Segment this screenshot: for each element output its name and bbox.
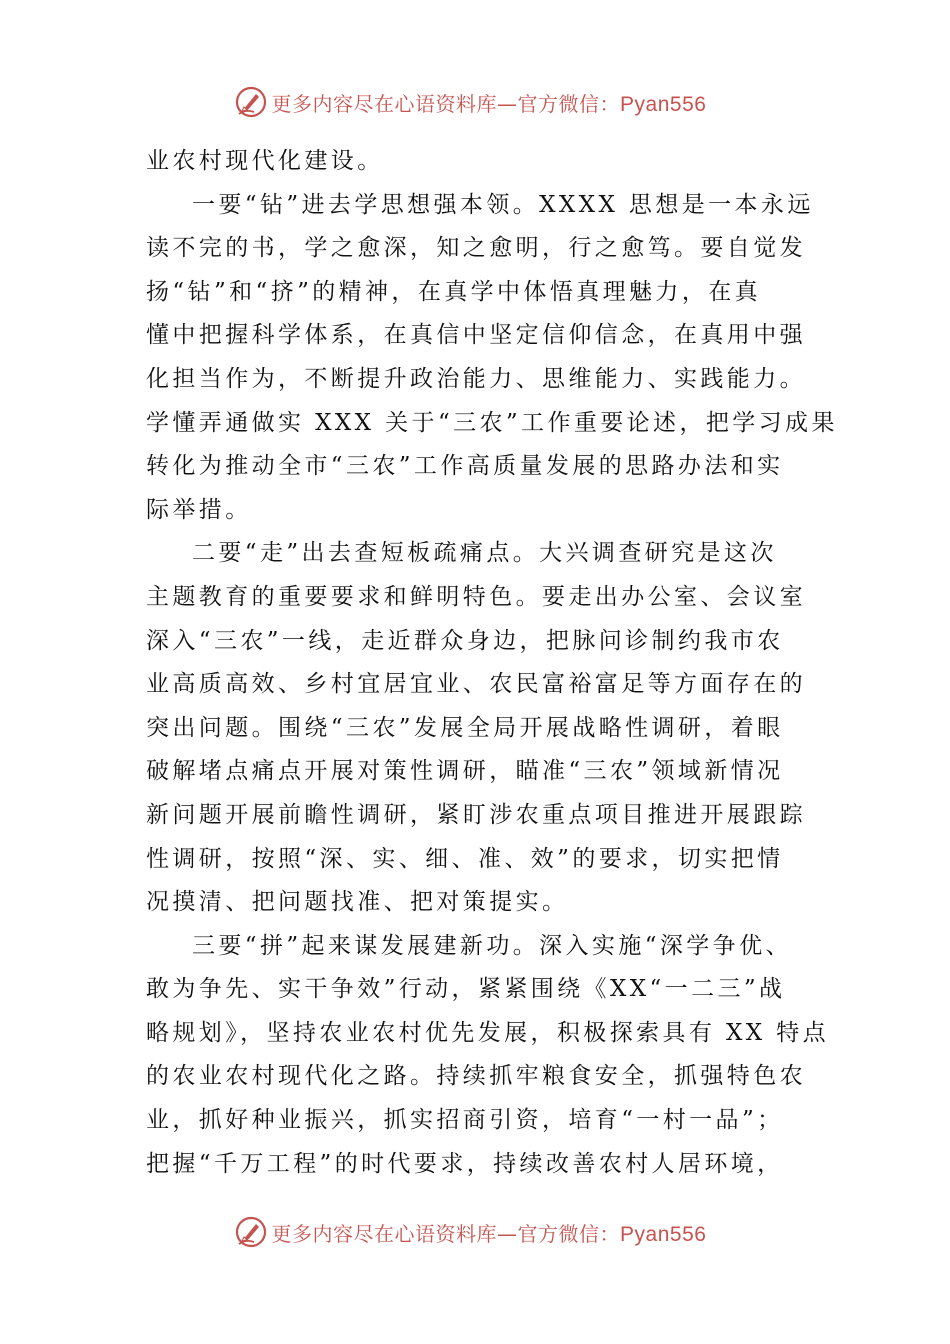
text-line: 主题教育的重要要求和鲜明特色。要走出办公室、会议室 <box>146 583 806 610</box>
text-line: 的农业农村现代化之路。持续抓牢粮食安全，抓强特色农 <box>146 1063 806 1090</box>
text-line: 三要“拼”起来谋发展建新功。深入实施“深学争优、 <box>192 932 792 959</box>
watermark-text: 更多内容尽在心语资料库—官方微信：Pyan556 <box>271 1221 707 1246</box>
text-line: 业，抓好种业振兴，抓实招商引资，培育“一村一品”； <box>146 1107 784 1134</box>
text-line: 况摸清、把问题找准、把对策提实。 <box>146 889 569 916</box>
text-line: 略规划》，坚持农业农村优先发展，积极探索具有 XX 特点 <box>146 1019 830 1046</box>
text-line: 深入“三农”一线，走近群众身边，把脉问诊制约我市农 <box>146 627 784 654</box>
text-line: 把握“千万工程”的时代要求，持续改善农村人居环境， <box>146 1150 784 1177</box>
document-body <box>146 140 838 1186</box>
text-line: 际举措。 <box>146 496 252 523</box>
text-line: 读不完的书，学之愈深，知之愈明，行之愈笃。要自觉发 <box>146 235 806 262</box>
text-line: 扬“钻”和“挤”的精神，在真学中体悟真理魅力，在真 <box>146 278 762 305</box>
text-line: 业高质高效、乡村宜居宜业、农民富裕富足等方面存在的 <box>146 671 806 698</box>
pen-logo-icon <box>234 85 268 119</box>
header-watermark <box>0 82 950 122</box>
watermark-wechat-id: Pyan556 <box>620 92 707 116</box>
text-line: 突出问题。围绕“三农”发展全局开展战略性调研，着眼 <box>146 714 784 741</box>
text-line: 学懂弄通做实 XXX 关于“三农”工作重要论述，把学习成果 <box>146 409 838 436</box>
text-line: 新问题开展前瞻性调研，紧盯涉农重点项目推进开展跟踪 <box>146 801 806 828</box>
footer-watermark <box>0 1212 950 1252</box>
text-line: 一要“钻”进去学思想强本领。XXXX 思想是一本永远 <box>192 191 814 218</box>
text-line: 二要“走”出去查短板疏痛点。大兴调查研究是这次 <box>192 540 777 567</box>
text-line: 破解堵点痛点开展对策性调研，瞄准“三农”领域新情况 <box>146 758 784 785</box>
text-line: 化担当作为，不断提升政治能力、思维能力、实践能力。 <box>146 365 806 392</box>
text-line: 敢为争先、实干争效”行动，紧紧围绕《XX“一二三”战 <box>146 976 786 1003</box>
watermark-text: 更多内容尽在心语资料库—官方微信：Pyan556 <box>271 91 707 116</box>
text-line: 懂中把握科学体系，在真信中坚定信仰信念，在真用中强 <box>146 322 806 349</box>
text-line: 业农村现代化建设。 <box>146 148 384 174</box>
pen-logo-icon <box>234 1215 268 1249</box>
watermark-wechat-id: Pyan556 <box>620 1222 707 1246</box>
text-line: 转化为推动全市“三农”工作高质量发展的思路办法和实 <box>146 453 784 480</box>
text-line: 性调研，按照“深、实、细、准、效”的要求，切实把情 <box>146 845 784 872</box>
